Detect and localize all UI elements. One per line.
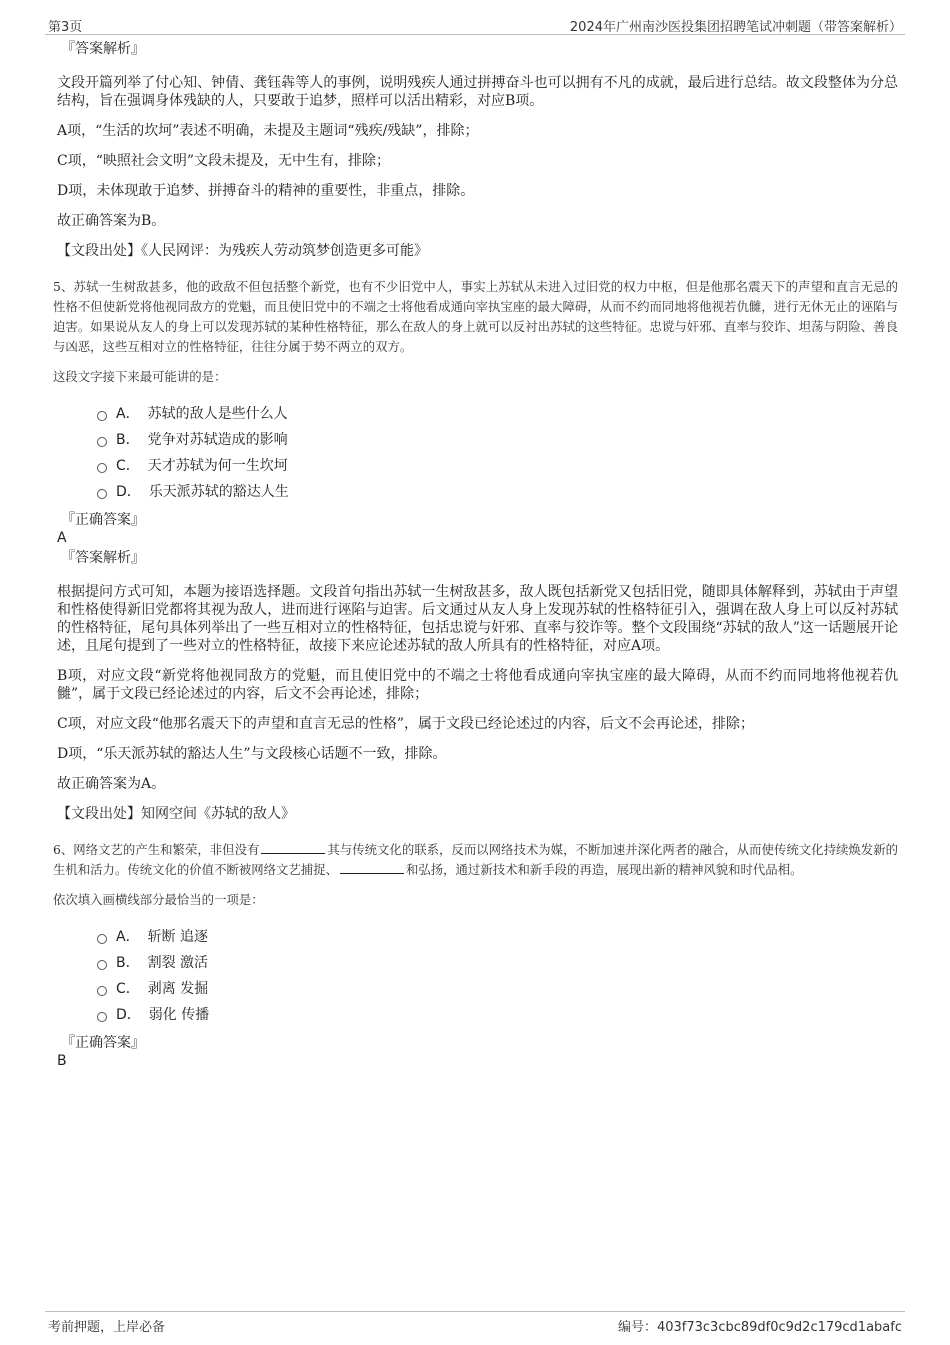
question-text: 5、苏轼一生树敌甚多，他的政敌不但包括整个新党，也有不少旧党中人，事实上苏轼从未进入过旧党的权力中枢，但是他那名震天下的声望和直言无忌的性格不但使新党将他视同敌方的党魁，而且使旧党中的不端之士将他看成通向宰执宝座的最大障碍，从而不约而同地将他视若仇雠，进行无休无止的诬陷与迫害。如果说从友人的身上可以发现苏轼的某种性格特征，那么在敌人的身上就可以反衬出苏轼的这些特征。忠谠与奸邪、直率与狡诈、坦荡与阴险、善良与凶恶，这些互相对立的性格特征，往往分属于势不两立的双方。: [53, 279, 898, 354]
radio-icon[interactable]: [97, 411, 107, 421]
options-list: [97, 401, 898, 505]
correct-answer-label: 『正确答案』: [61, 1035, 145, 1051]
correct-answer-label: 『正确答案』: [61, 512, 145, 528]
analysis-paragraph: D项，未体现敢于追梦、拼搏奋斗的精神的重要性，非重点，排除。: [57, 183, 475, 199]
radio-icon[interactable]: [97, 437, 107, 447]
document-id: 编号：403f73c3cbc89df0c9d2c179cd1abafc: [617, 1320, 902, 1335]
fill-blank: [340, 861, 404, 874]
options-list: [97, 924, 898, 1028]
analysis-paragraph: 故正确答案为A。: [57, 776, 166, 792]
footer-slogan: 考前押题，上岸必备: [48, 1320, 166, 1335]
analysis-label: 『答案解析』: [61, 550, 145, 566]
analysis-paragraph: C项，对应文段“他那名震天下的声望和直言无忌的性格”，属于文段已经论述过的内容，后文不会再论述，排除；: [57, 716, 755, 732]
option-a[interactable]: A． 苏轼的敌人是些什么人: [97, 401, 898, 427]
analysis-label: 『答案解析』: [61, 41, 145, 57]
page-footer: [45, 1311, 905, 1336]
source-citation: 【文段出处】知网空间《苏轼的敌人》: [57, 806, 295, 822]
correct-answer: B: [57, 1053, 67, 1069]
analysis-paragraph: C项，“映照社会文明”文段未提及，无中生有，排除；: [57, 153, 391, 169]
source-citation: 【文段出处】《人民网评：为残疾人劳动筑梦创造更多可能》: [57, 243, 428, 259]
radio-icon[interactable]: [97, 489, 107, 499]
option-b[interactable]: B． 割裂 激活: [97, 950, 898, 976]
analysis-paragraph: 故正确答案为B。: [57, 213, 166, 229]
fill-blank: [261, 841, 325, 854]
page-header: [45, 14, 905, 35]
radio-icon[interactable]: [97, 1012, 107, 1022]
radio-icon[interactable]: [97, 463, 107, 473]
option-c[interactable]: C． 天才苏轼为何一生坎坷: [97, 453, 898, 479]
correct-answer: A: [57, 530, 67, 546]
question-text: 6、网络文艺的产生和繁荣，非但没有 其与传统文化的联系，反而以网络技术为媒，不断加速并深化两者的融合，从而使传统文化持续焕发新的生机和活力。传统文化的价值不断被网络文艺捕捉、 和弘扬，通过新技术和新手段的再造，展现出新的精神风貌和时代品相。: [53, 842, 898, 877]
option-d[interactable]: D． 弱化 传播: [97, 1002, 898, 1028]
document-title: 2024年广州南沙医投集团招聘笔试冲刺题（带答案解析）: [569, 20, 902, 35]
radio-icon[interactable]: [97, 960, 107, 970]
option-c[interactable]: C． 剥离 发掘: [97, 976, 898, 1002]
analysis-paragraph: A项，“生活的坎坷”表述不明确，未提及主题词“残疾/残缺”，排除；: [57, 123, 479, 139]
option-a[interactable]: A． 斩断 追逐: [97, 924, 898, 950]
analysis-paragraph: 文段开篇列举了付心知、钟倩、龚钰犇等人的事例，说明残疾人通过拼搏奋斗也可以拥有不凡的成就，最后进行总结。故文段整体为分总结构，旨在强调身体残缺的人，只要敢于追梦，照样可以活出精彩，对应B项。: [57, 75, 898, 109]
radio-icon[interactable]: [97, 986, 107, 996]
option-b[interactable]: B． 党争对苏轼造成的影响: [97, 427, 898, 453]
analysis-paragraph: D项，“乐天派苏轼的豁达人生”与文段核心话题不一致，排除。: [57, 746, 447, 762]
page-content: [53, 40, 898, 1072]
question-prompt: 这段文字接下来最可能讲的是：: [53, 369, 227, 384]
analysis-paragraph: B项，对应文段“新党将他视同敌方的党魁，而且使旧党中的不端之士将他看成通向宰执宝座的最大障碍，从而不约而同地将他视若仇雠”，属于文段已经论述过的内容，后文不会再论述，排除；: [57, 668, 898, 702]
analysis-paragraph: 根据提问方式可知，本题为接语选择题。文段首句指出苏轼一生树敌甚多，敌人既包括新党又包括旧党，随即具体解释到，苏轼由于声望和性格使得新旧党都将其视为敌人，进而进行诬陷与迫害。后文通过从友人身上发现苏轼的性格特征引入，强调在敌人身上可以反衬苏轼的性格特征，尾句具体列举出了一些互相对立的性格特征，包括忠谠与奸邪、直率与狡诈等。整个文段围绕“苏轼的敌人”这一话题展开论述，且尾句提到了一些对立的性格特征，故接下来应论述苏轼的敌人所具有的性格特征，对应A项。: [57, 584, 898, 654]
radio-icon[interactable]: [97, 934, 107, 944]
page-number: 第3页: [48, 20, 83, 35]
option-d[interactable]: D． 乐天派苏轼的豁达人生: [97, 479, 898, 505]
question-prompt: 依次填入画横线部分最恰当的一项是：: [53, 892, 264, 907]
